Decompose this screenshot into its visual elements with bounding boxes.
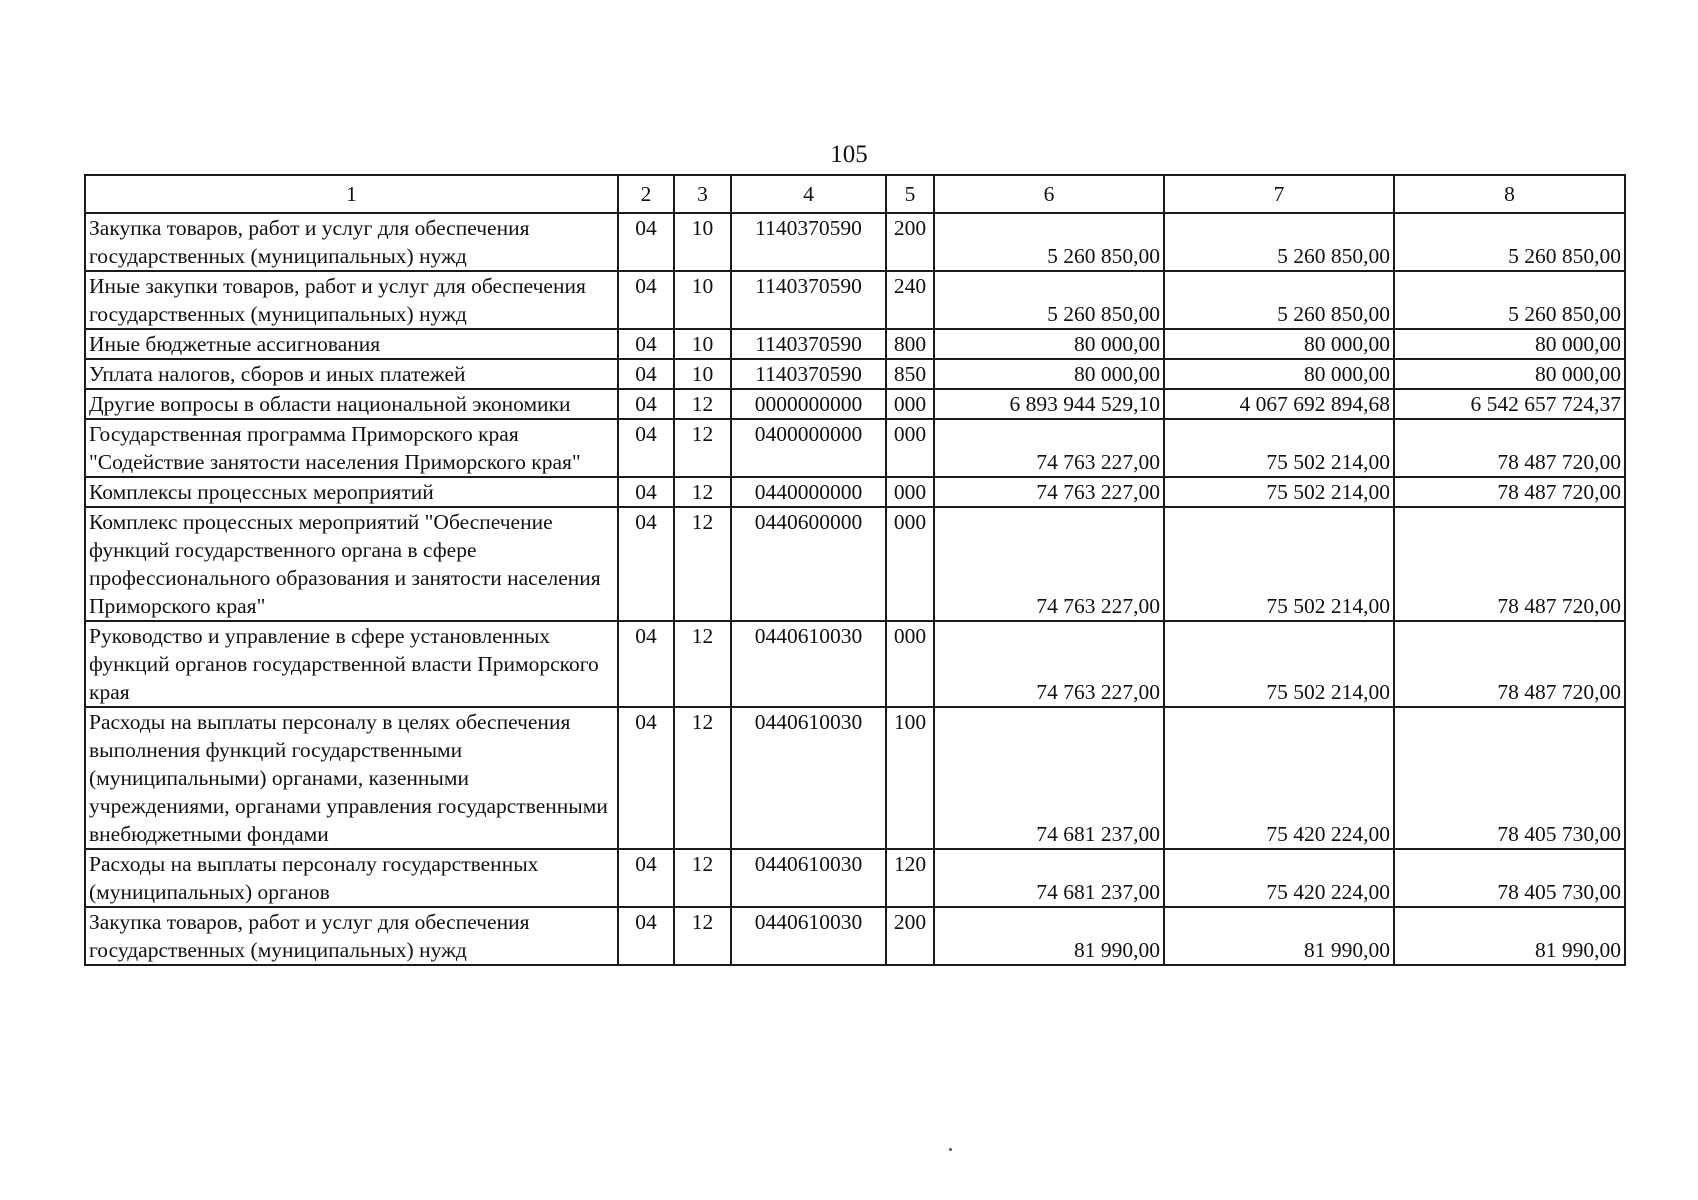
target-article-cell: 0440610030 xyxy=(731,621,886,707)
amount-col7-cell: 75 502 214,00 xyxy=(1164,419,1394,477)
subsection-code-cell: 10 xyxy=(674,271,731,329)
expense-type-cell: 200 xyxy=(886,213,934,271)
target-article-cell: 0440000000 xyxy=(731,477,886,507)
amount-col8-cell: 78 487 720,00 xyxy=(1394,419,1625,477)
expense-type-cell: 000 xyxy=(886,389,934,419)
table-row xyxy=(85,419,1625,477)
expense-type-cell: 200 xyxy=(886,907,934,965)
table-body xyxy=(85,213,1625,965)
row-name-cell: Комплекс процессных мероприятий "Обеспечение функций государственного органа в сфере профессионального образования и занятости населения Приморского края" xyxy=(85,507,618,621)
expense-type-cell: 000 xyxy=(886,477,934,507)
page-number: 105 xyxy=(830,141,868,168)
amount-col6-cell: 6 893 944 529,10 xyxy=(934,389,1164,419)
section-code-cell: 04 xyxy=(618,359,674,389)
header-cell-5: 5 xyxy=(886,175,934,213)
table-row xyxy=(85,271,1625,329)
amount-col7-cell: 80 000,00 xyxy=(1164,329,1394,359)
header-cell-3: 3 xyxy=(674,175,731,213)
amount-col8-cell: 80 000,00 xyxy=(1394,359,1625,389)
expense-type-cell: 800 xyxy=(886,329,934,359)
amount-col7-cell: 4 067 692 894,68 xyxy=(1164,389,1394,419)
section-code-cell: 04 xyxy=(618,621,674,707)
subsection-code-cell: 12 xyxy=(674,707,731,849)
target-article-cell: 1140370590 xyxy=(731,359,886,389)
amount-col7-cell: 5 260 850,00 xyxy=(1164,271,1394,329)
row-name-cell: Расходы на выплаты персоналу в целях обеспечения выполнения функций государственными (муниципальными) органами, казенными учреждениями, органами управления государственными внебюджетными фондами xyxy=(85,707,618,849)
amount-col7-cell: 75 502 214,00 xyxy=(1164,507,1394,621)
amount-col6-cell: 5 260 850,00 xyxy=(934,271,1164,329)
amount-col8-cell: 81 990,00 xyxy=(1394,907,1625,965)
target-article-cell: 0440610030 xyxy=(731,907,886,965)
amount-col7-cell: 75 420 224,00 xyxy=(1164,707,1394,849)
header-cell-7: 7 xyxy=(1164,175,1394,213)
row-name-cell: Иные бюджетные ассигнования xyxy=(85,329,618,359)
amount-col8-cell: 78 487 720,00 xyxy=(1394,477,1625,507)
row-name-cell: Руководство и управление в сфере установленных функций органов государственной власти Приморского края xyxy=(85,621,618,707)
table-row xyxy=(85,359,1625,389)
subsection-code-cell: 10 xyxy=(674,359,731,389)
amount-col8-cell: 78 487 720,00 xyxy=(1394,507,1625,621)
amount-col8-cell: 80 000,00 xyxy=(1394,329,1625,359)
target-article-cell: 0440610030 xyxy=(731,707,886,849)
subsection-code-cell: 12 xyxy=(674,419,731,477)
row-name-cell: Другие вопросы в области национальной экономики xyxy=(85,389,618,419)
target-article-cell: 0400000000 xyxy=(731,419,886,477)
section-code-cell: 04 xyxy=(618,213,674,271)
row-name-cell: Государственная программа Приморского края "Содействие занятости населения Приморского края" xyxy=(85,419,618,477)
subsection-code-cell: 12 xyxy=(674,907,731,965)
section-code-cell: 04 xyxy=(618,329,674,359)
amount-col6-cell: 74 763 227,00 xyxy=(934,477,1164,507)
section-code-cell: 04 xyxy=(618,907,674,965)
section-code-cell: 04 xyxy=(618,849,674,907)
amount-col8-cell: 78 487 720,00 xyxy=(1394,621,1625,707)
header-cell-6: 6 xyxy=(934,175,1164,213)
amount-col7-cell: 75 502 214,00 xyxy=(1164,477,1394,507)
table-row xyxy=(85,477,1625,507)
table-row xyxy=(85,621,1625,707)
table-row xyxy=(85,907,1625,965)
table-row xyxy=(85,849,1625,907)
target-article-cell: 1140370590 xyxy=(731,271,886,329)
amount-col8-cell: 6 542 657 724,37 xyxy=(1394,389,1625,419)
expense-type-cell: 850 xyxy=(886,359,934,389)
amount-col7-cell: 80 000,00 xyxy=(1164,359,1394,389)
header-cell-8: 8 xyxy=(1394,175,1625,213)
target-article-cell: 1140370590 xyxy=(731,329,886,359)
table-row xyxy=(85,329,1625,359)
amount-col6-cell: 74 681 237,00 xyxy=(934,707,1164,849)
row-name-cell: Закупка товаров, работ и услуг для обеспечения государственных (муниципальных) нужд xyxy=(85,213,618,271)
row-name-cell: Уплата налогов, сборов и иных платежей xyxy=(85,359,618,389)
table-row xyxy=(85,213,1625,271)
section-code-cell: 04 xyxy=(618,507,674,621)
subsection-code-cell: 12 xyxy=(674,477,731,507)
expense-type-cell: 240 xyxy=(886,271,934,329)
target-article-cell: 0440600000 xyxy=(731,507,886,621)
row-name-cell: Закупка товаров, работ и услуг для обеспечения государственных (муниципальных) нужд xyxy=(85,907,618,965)
expense-type-cell: 100 xyxy=(886,707,934,849)
expense-type-cell: 000 xyxy=(886,507,934,621)
amount-col6-cell: 74 763 227,00 xyxy=(934,621,1164,707)
header-cell-1: 1 xyxy=(85,175,618,213)
amount-col8-cell: 5 260 850,00 xyxy=(1394,213,1625,271)
row-name-cell: Комплексы процессных мероприятий xyxy=(85,477,618,507)
table-row xyxy=(85,507,1625,621)
amount-col6-cell: 5 260 850,00 xyxy=(934,213,1164,271)
amount-col6-cell: 74 681 237,00 xyxy=(934,849,1164,907)
row-name-cell: Иные закупки товаров, работ и услуг для обеспечения государственных (муниципальных) нужд xyxy=(85,271,618,329)
section-code-cell: 04 xyxy=(618,271,674,329)
subsection-code-cell: 12 xyxy=(674,849,731,907)
row-name-cell: Расходы на выплаты персоналу государственных (муниципальных) органов xyxy=(85,849,618,907)
subsection-code-cell: 10 xyxy=(674,213,731,271)
expense-type-cell: 000 xyxy=(886,419,934,477)
amount-col7-cell: 81 990,00 xyxy=(1164,907,1394,965)
amount-col8-cell: 78 405 730,00 xyxy=(1394,849,1625,907)
header-row xyxy=(85,175,1625,213)
section-code-cell: 04 xyxy=(618,707,674,849)
section-code-cell: 04 xyxy=(618,389,674,419)
subsection-code-cell: 12 xyxy=(674,507,731,621)
amount-col7-cell: 5 260 850,00 xyxy=(1164,213,1394,271)
header-cell-4: 4 xyxy=(731,175,886,213)
table-row xyxy=(85,707,1625,849)
subsection-code-cell: 12 xyxy=(674,621,731,707)
subsection-code-cell: 12 xyxy=(674,389,731,419)
amount-col6-cell: 74 763 227,00 xyxy=(934,507,1164,621)
amount-col7-cell: 75 502 214,00 xyxy=(1164,621,1394,707)
amount-col8-cell: 5 260 850,00 xyxy=(1394,271,1625,329)
header-cell-2: 2 xyxy=(618,175,674,213)
amount-col6-cell: 74 763 227,00 xyxy=(934,419,1164,477)
target-article-cell: 0000000000 xyxy=(731,389,886,419)
expense-type-cell: 120 xyxy=(886,849,934,907)
target-article-cell: 0440610030 xyxy=(731,849,886,907)
subsection-code-cell: 10 xyxy=(674,329,731,359)
amount-col7-cell: 75 420 224,00 xyxy=(1164,849,1394,907)
amount-col6-cell: 81 990,00 xyxy=(934,907,1164,965)
budget-table xyxy=(84,174,1626,966)
amount-col6-cell: 80 000,00 xyxy=(934,359,1164,389)
amount-col6-cell: 80 000,00 xyxy=(934,329,1164,359)
amount-col8-cell: 78 405 730,00 xyxy=(1394,707,1625,849)
section-code-cell: 04 xyxy=(618,419,674,477)
expense-type-cell: 000 xyxy=(886,621,934,707)
section-code-cell: 04 xyxy=(618,477,674,507)
scan-speck xyxy=(949,1148,952,1151)
table-row xyxy=(85,389,1625,419)
target-article-cell: 1140370590 xyxy=(731,213,886,271)
